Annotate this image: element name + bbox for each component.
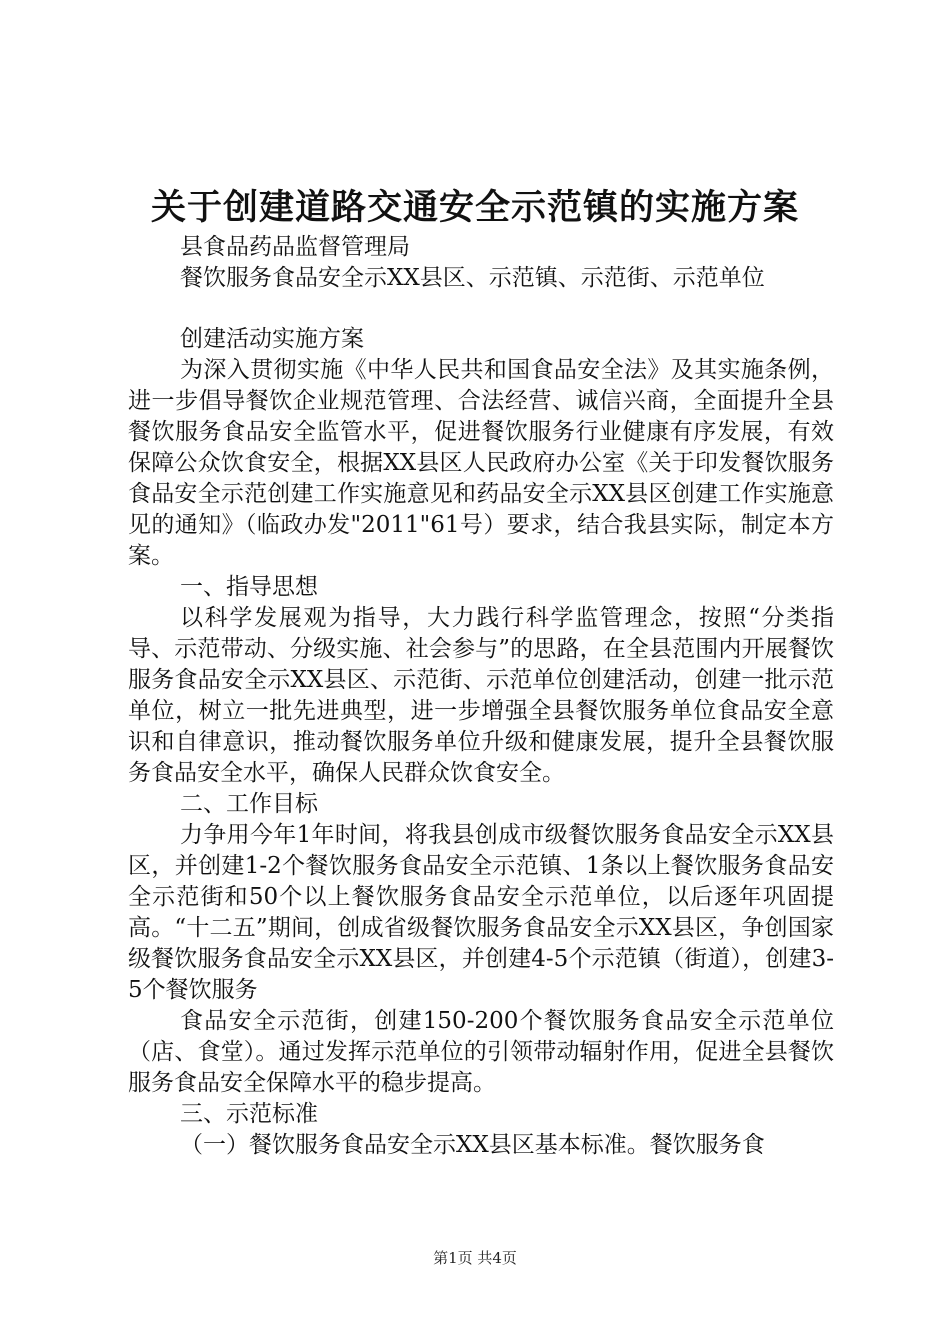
work-goals-paragraph-2: 食品安全示范街，创建150-200个餐饮服务食品安全示范单位（店、食堂）。通过发挥示范单位的引领带动辐射作用，促进全县餐饮服务食品安全保障水平的稳步提高。 xyxy=(128,1008,834,1096)
subtitle-line-2: 创建活动实施方案 xyxy=(180,326,364,352)
section-heading-work-goals: 二、工作目标 xyxy=(180,791,318,817)
work-goals-paragraph-1: 力争用今年1年时间，将我县创成市级餐饮服务食品安全示XX县区，并创建1-2个餐饮服务食品安全示范镇、1条以上餐饮服务食品安全示范街和50个以上餐饮服务食品安全示范单位，以后逐年巩固提高。“十二五”期间，创成省级餐饮服务食品安全示XX县区，争创国家级餐饮服务食品安全示XX县区，并创建4-5个示范镇（街道），创建3-5个餐饮服务 xyxy=(128,822,834,1003)
section-heading-standards: 三、示范标准 xyxy=(180,1101,318,1127)
blank-line xyxy=(128,294,834,324)
section-heading-guiding-thought: 一、指导思想 xyxy=(180,574,318,600)
page-footer: 第1页 共4页 xyxy=(433,1249,517,1267)
subtitle-line-1: 餐饮服务食品安全示XX县区、示范镇、示范街、示范单位 xyxy=(180,265,765,291)
guiding-thought-paragraph: 以科学发展观为指导，大力践行科学监管理念，按照“分类指导、示范带动、分级实施、社会参与”的思路，在全县范围内开展餐饮服务食品安全示XX县区、示范街、示范单位创建活动，创建一批示范单位，树立一批先进典型，进一步增强全县餐饮服务单位食品安全意识和自律意识，推动餐饮服务单位升级和健康发展，提升全县餐饮服务食品安全水平，确保人民群众饮食安全。 xyxy=(128,605,834,786)
document-body xyxy=(128,232,834,1161)
document-title: 关于创建道路交通安全示范镇的实施方案 xyxy=(150,187,799,228)
issuer-line: 县食品药品监督管理局 xyxy=(180,234,410,260)
standards-paragraph: （一）餐饮服务食品安全示XX县区基本标准。餐饮服务食 xyxy=(180,1132,765,1158)
intro-paragraph: 为深入贯彻实施《中华人民共和国食品安全法》及其实施条例，进一步倡导餐饮企业规范管理、合法经营、诚信兴商，全面提升全县餐饮服务食品安全监管水平，促进餐饮服务行业健康有序发展，有效保障公众饮食安全，根据XX县区人民政府办公室《关于印发餐饮服务食品安全示范创建工作实施意见和药品安全示XX县区创建工作实施意见的通知》（临政办发"2011"61号）要求，结合我县实际，制定本方案。 xyxy=(128,357,834,569)
